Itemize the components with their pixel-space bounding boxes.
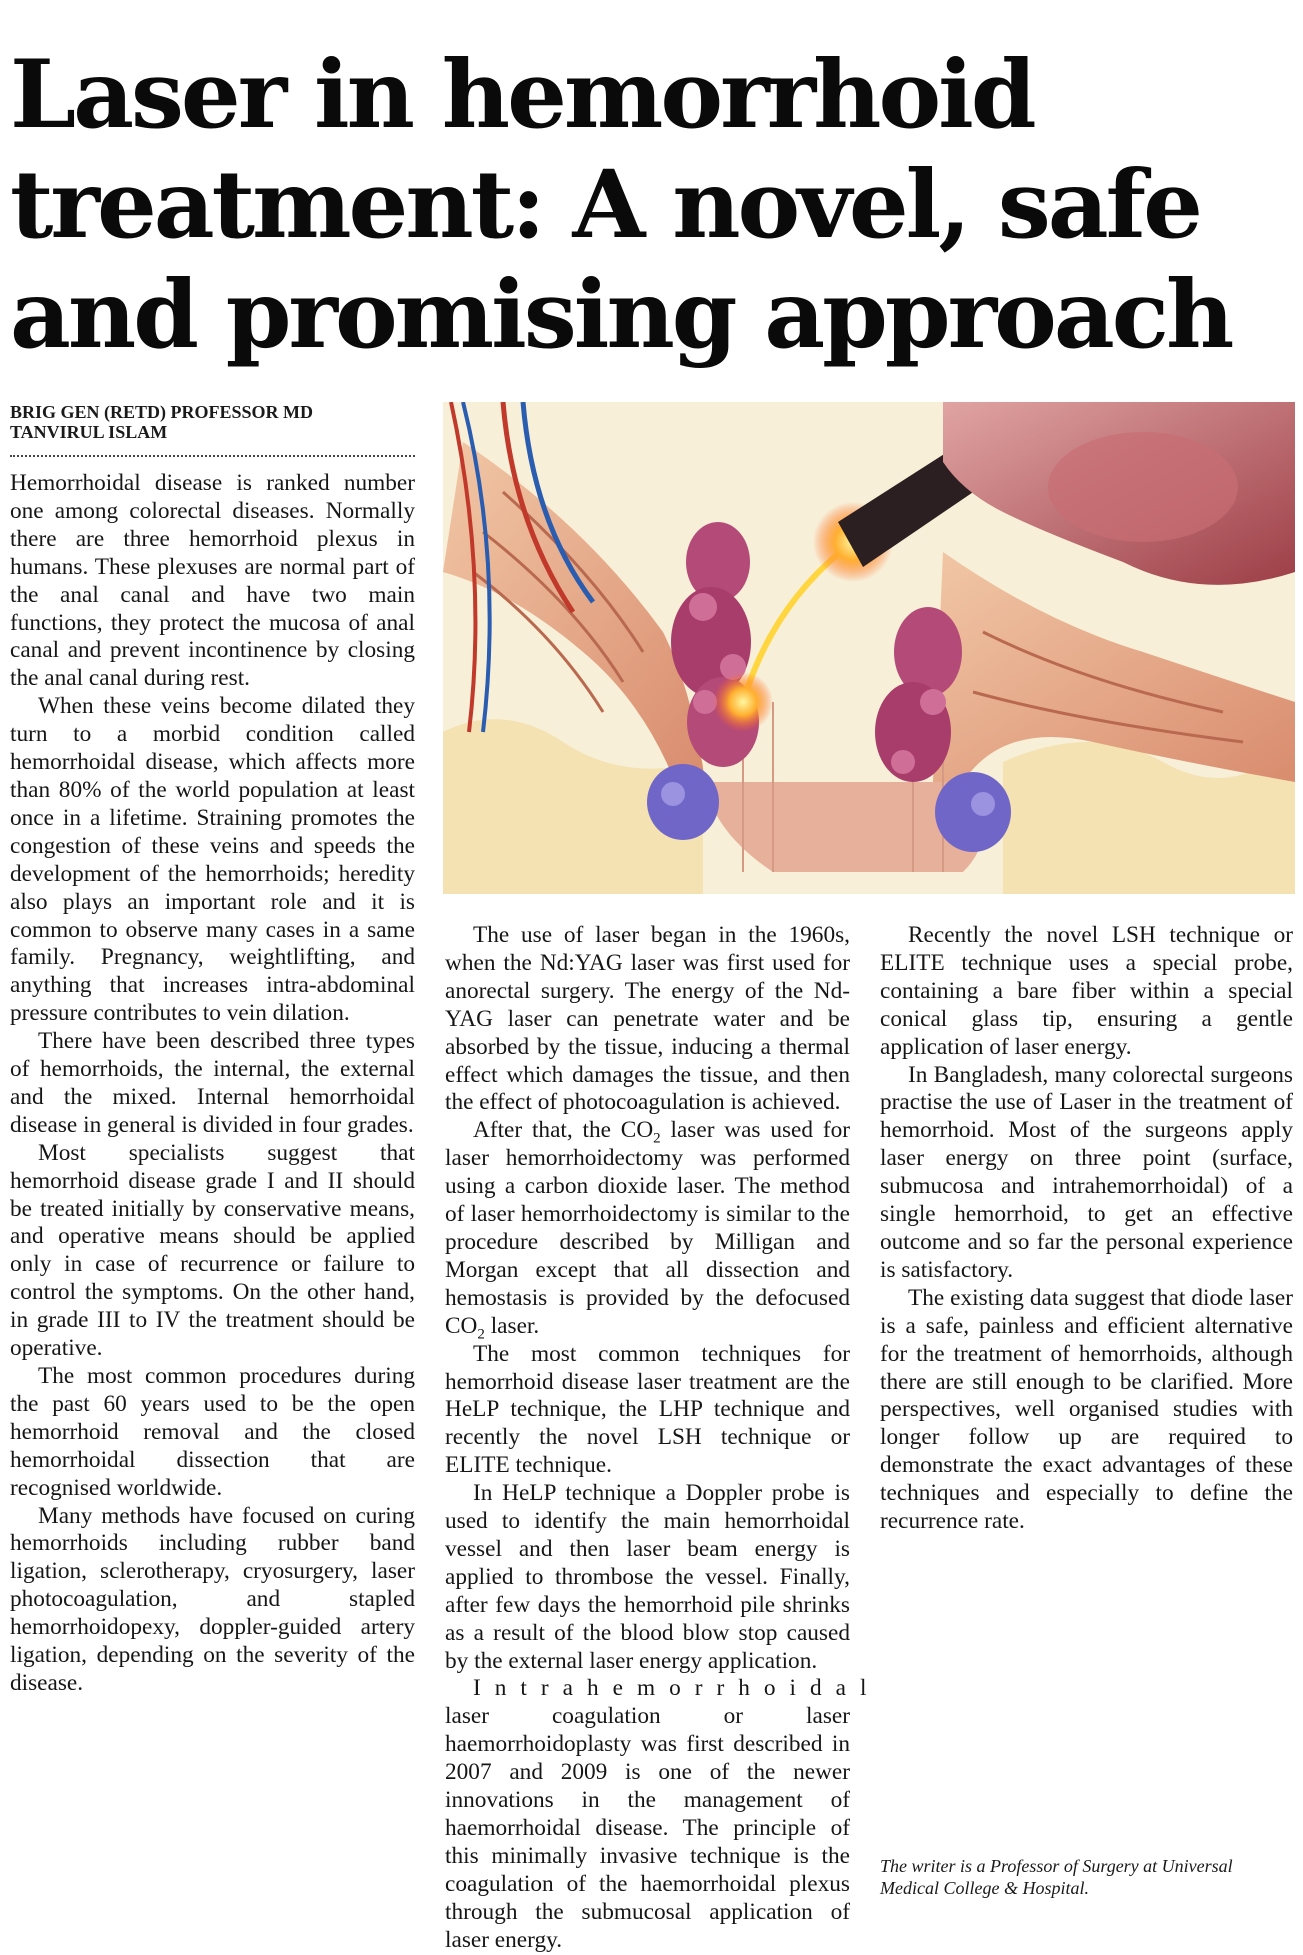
paragraph-6: Many methods have focused on curing hemorrhoids including rubber band ligation, sclerotherapy, cryosurgery, laser photocoagulation, and stapled hemorrhoidopexy, doppler-guided artery ligation, depending on the severity of the disease. — [10, 1502, 415, 1696]
paragraph-8 — [445, 1117, 850, 1343]
paragraph-11-part-2: laser coagulation or laser haemorrhoidoplasty was first described in 2007 and 2009 is one of the newer innovations in the management of haemorrhoidal disease. The principle of this minimally invasive technique is the coagulation of the haemorrhoidal plexus through the submucosal application of laser energy. — [445, 1703, 850, 1953]
hemorrhoid-laser-icon — [443, 402, 1295, 894]
hemorrhoid-laser-illustration — [443, 402, 1295, 894]
paragraph-11 — [445, 1675, 881, 1954]
paragraph-4: Most specialists suggest that hemorrhoid disease grade I and II should be treated initially by conservative means, and operative means should be applied only in case of recurrence or failure to control the symptoms. On the other hand, in grade III to IV the treatment should be operative. — [10, 1139, 415, 1362]
headline-line-3: and promising approach — [10, 260, 1232, 370]
paragraph-2: When these veins become dilated they turn to a morbid condition called hemorrhoidal disease, which affects more than 80% of the world population at least once in a lifetime. Straining promotes the congestion of these veins and speeds the development of the hemorrhoids; heredity also plays an important role and it is common to observe many cases in a same family. Pregnancy, weightlifting, and anything that increases intra-abdominal pressure contributes to vein dilation. — [10, 693, 415, 1027]
headline-line-2: treatment: A novel, safe — [10, 150, 1200, 260]
article-column-1 — [10, 470, 415, 1880]
headline — [10, 40, 1300, 370]
paragraph-8-part-2: laser was used for laser hemorrhoidectomy was performed using a carbon dioxide laser. The method of laser hemorrhoidectomy is similar to the procedure described by Milligan and Morgan except that all dissection and hemostasis is provided by the defocused CO — [445, 1117, 850, 1339]
paragraph-1: Hemorrhoidal disease is ranked number one among colorectal diseases. Normally there are three hemorrhoid plexus in humans. These plexuses are normal part of the anal canal and have two main functions, they protect the mucosa of anal canal and prevent incontinence by closing the anal canal during rest. — [10, 470, 415, 692]
byline — [10, 402, 415, 442]
paragraph-7: The use of laser began in the 1960s, when the Nd:YAG laser was first used for anorectal surgery. The energy of the Nd-YAG laser can penetrate water and be absorbed by the tissue, inducing a thermal effect which damages the tissue, and then the effect of photocoagulation is achieved. — [445, 922, 850, 1116]
paragraph-8-part-1: After that, the CO — [473, 1117, 654, 1144]
co2-subscript: 2 — [653, 1131, 661, 1147]
paragraph-8-part-3: laser. — [484, 1312, 540, 1339]
paragraph-9: The most common techniques for hemorrhoid disease laser treatment are the HeLP technique, the LHP technique and recently the novel LSH technique or ELITE technique. — [445, 1340, 850, 1479]
co2-subscript-2: 2 — [477, 1326, 485, 1343]
byline-line-1: BRIG GEN (RETD) PROFESSOR MD — [10, 402, 314, 422]
byline-divider — [10, 455, 415, 457]
headline-line-1: Laser in hemorrhoid — [10, 40, 1034, 150]
paragraph-14: The existing data suggest that diode laser is a safe, painless and efficient alternative for the treatment of hemorrhoids, although there are still enough to be clarified. More perspectives, well organised studies with longer follow up are required to demonstrate the exact advantages of these techniques and especially to define the recurrence rate. — [880, 1284, 1293, 1535]
paragraph-12: Recently the novel LSH technique or ELITE technique uses a special probe, containing a bare fiber within a special conical glass tip, ensuring a gentle application of laser energy. — [880, 922, 1293, 1060]
paragraph-3: There have been described three types of hemorrhoids, the internal, the external and the mixed. Internal hemorrhoidal disease in general is divided in four grades. — [10, 1028, 415, 1138]
article-column-2 — [445, 922, 881, 1953]
paragraph-10: In HeLP technique a Doppler probe is used to identify the main hemorrhoidal vessel and then laser beam energy is applied to thrombose the vessel. Finally, after few days the hemorrhoid pile shrinks as a result of the blood blow stop caused by the external laser energy application. — [445, 1480, 850, 1674]
byline-line-2: TANVIRUL ISLAM — [10, 422, 168, 442]
author-credit: The writer is a Professor of Surgery at Universal Medical College & Hospital. — [880, 1856, 1233, 1898]
paragraph-11-lead: Intrahemorrhoidal — [473, 1675, 881, 1702]
paragraph-5: The most common procedures during the past 60 years used to be the open hemorrhoid removal and the closed hemorrhoidal dissection that are recognised worldwide. — [10, 1363, 415, 1501]
paragraph-13: In Bangladesh, many colorectal surgeons practise the use of Laser in the treatment of hemorrhoid. Most of the surgeons apply laser energy on three point (surface, submucosa and intrahemorrhoidal) of a single hemorrhoid, to get an effective outcome and so far the personal experience is satisfactory. — [880, 1061, 1293, 1283]
article-column-3 — [880, 922, 1293, 1882]
